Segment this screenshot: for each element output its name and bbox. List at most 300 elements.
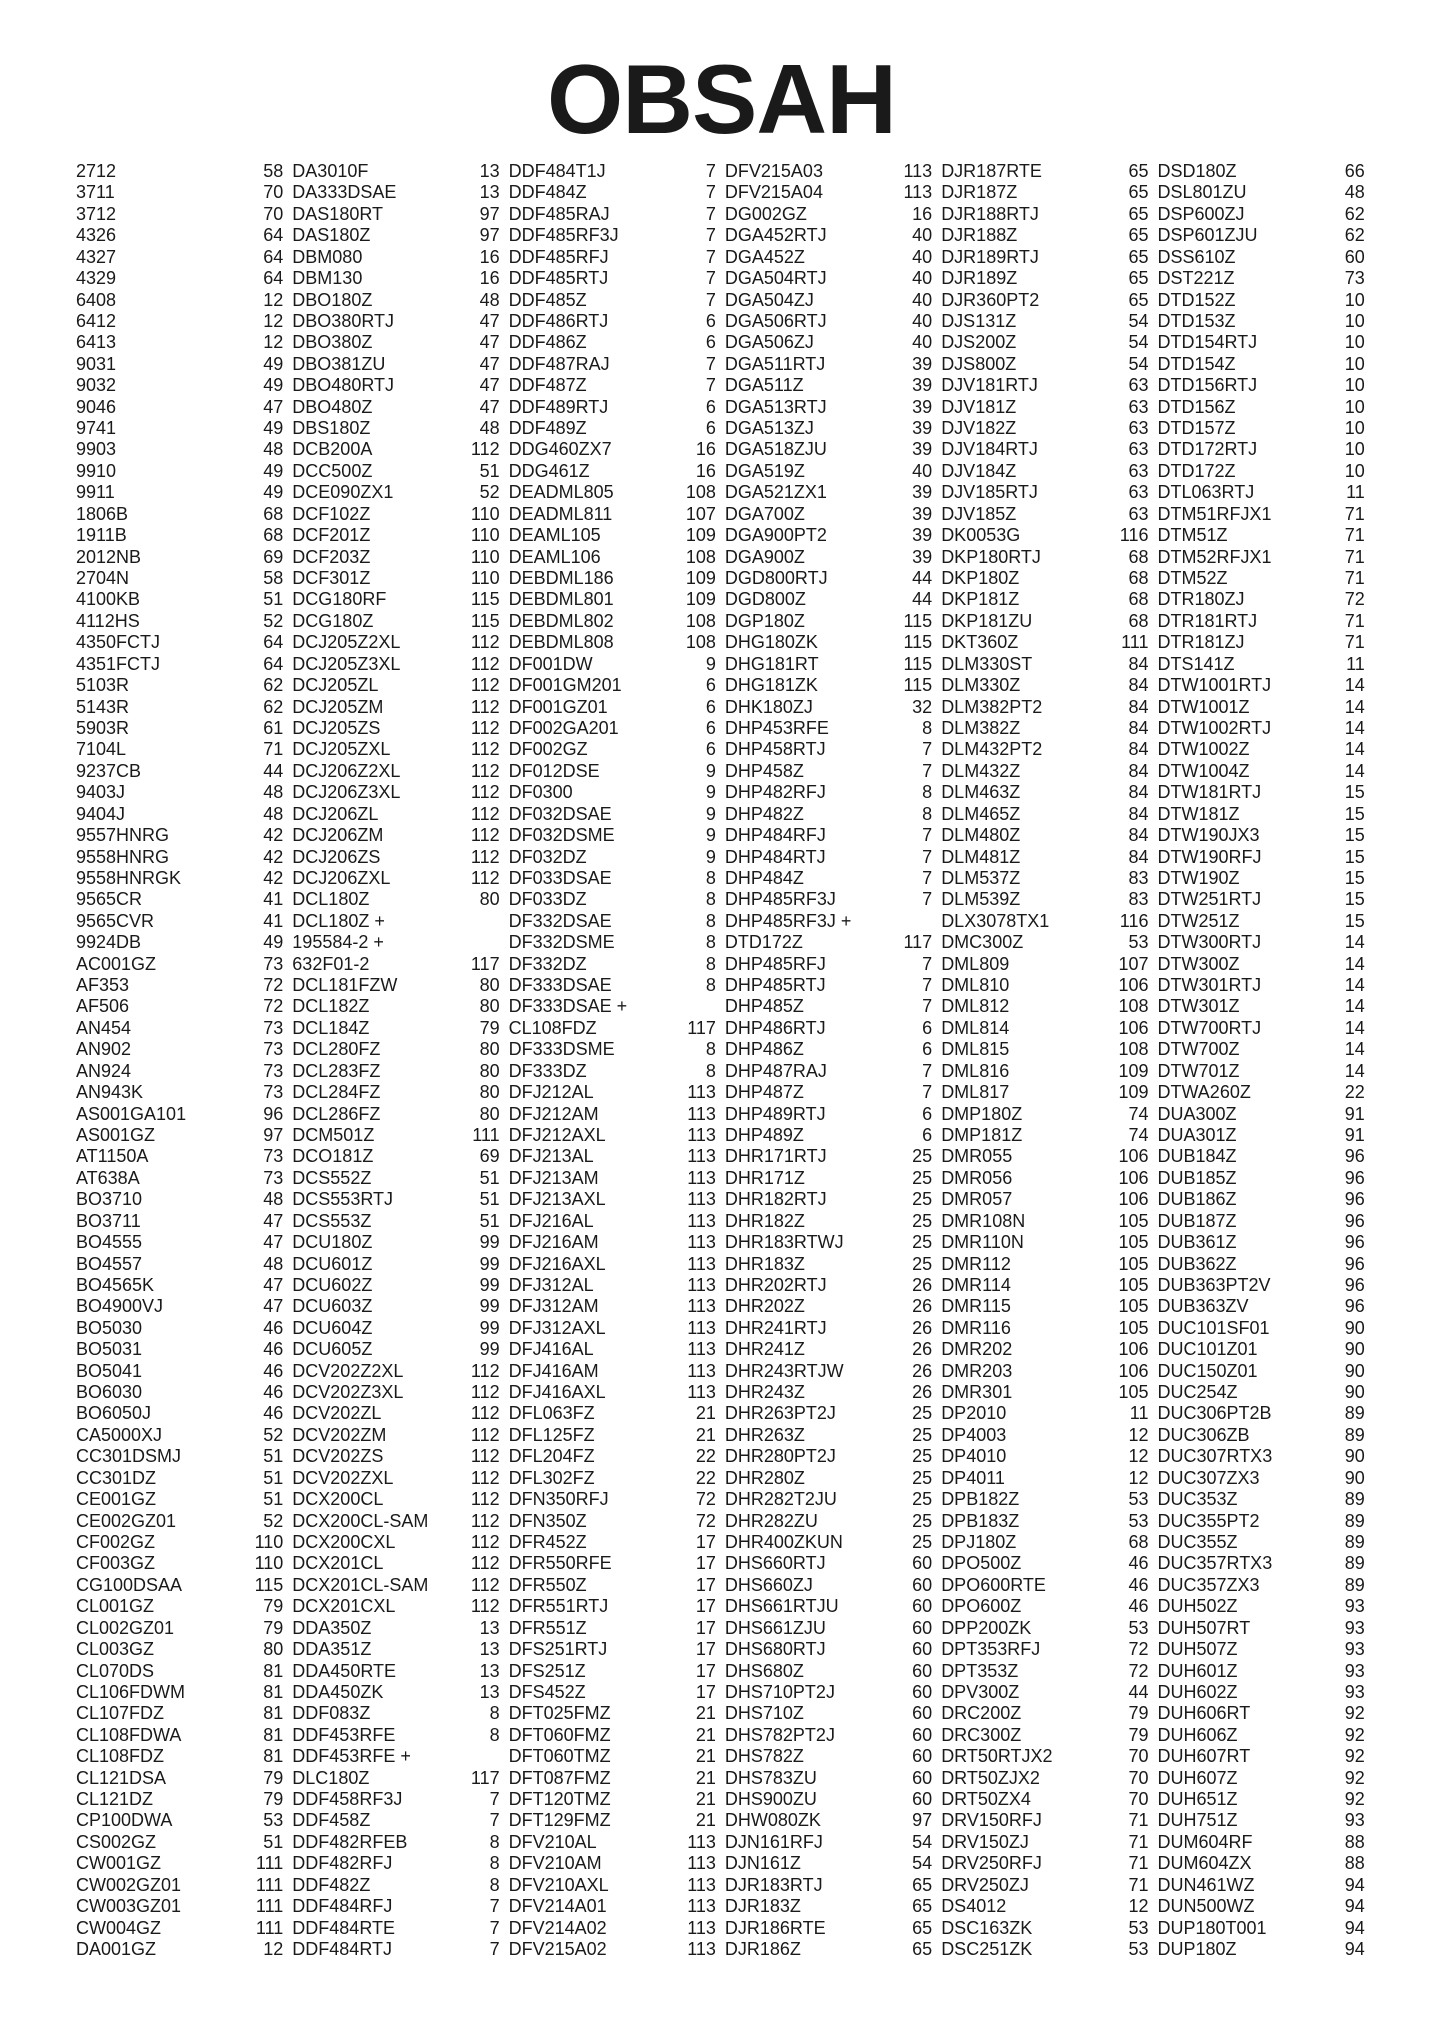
product-code: 9565CR — [76, 889, 143, 910]
product-code: DFR551RTJ — [508, 1596, 609, 1617]
page-number: 9 — [705, 846, 716, 867]
index-entry — [941, 996, 1157, 1017]
product-code: DJR187RTE — [941, 161, 1042, 181]
product-code: DHS661RTJU — [724, 1596, 839, 1617]
page-number: 84 — [1128, 696, 1149, 717]
page-number: 113 — [687, 1167, 716, 1188]
index-entry — [292, 1532, 508, 1553]
index-entry — [941, 1896, 1157, 1917]
index-entry — [1157, 354, 1373, 375]
product-code: DGA700Z — [724, 503, 805, 524]
page-number: 71 — [1128, 1874, 1149, 1895]
product-code: DHS900ZU — [724, 1789, 817, 1810]
product-code: DHP485RF3J — [724, 889, 836, 910]
index-entry — [76, 954, 292, 975]
page-number: 89 — [1344, 1489, 1365, 1510]
index-entry — [941, 1661, 1157, 1682]
page-number: 12 — [263, 332, 284, 353]
page-number: 99 — [479, 1232, 500, 1253]
index-entry — [1157, 482, 1373, 503]
page-number: 7 — [705, 161, 716, 181]
index-entry — [725, 1039, 941, 1060]
page-number: 112 — [470, 1403, 500, 1424]
product-code: DF333DSAE — [508, 975, 612, 996]
product-code: DTW301RTJ — [1157, 975, 1262, 996]
product-code: DPB182Z — [941, 1489, 1020, 1510]
index-entry — [941, 547, 1157, 568]
product-code: DLM330ST — [941, 653, 1033, 674]
index-entry — [76, 1146, 292, 1167]
page-number: 10 — [1344, 460, 1365, 481]
page-number: 73 — [263, 1017, 284, 1038]
page-number: 54 — [1128, 332, 1149, 353]
page-number: 25 — [912, 1467, 933, 1488]
index-entry — [1157, 996, 1373, 1017]
page-number: 6 — [705, 675, 716, 696]
product-code: DHS710Z — [724, 1703, 804, 1724]
page-number: 97 — [479, 203, 500, 224]
page-number: 8 — [922, 717, 933, 738]
index-entry — [1157, 718, 1373, 739]
page-number: 25 — [912, 1403, 933, 1424]
product-code: DTD172Z — [724, 932, 803, 953]
index-entry — [941, 1039, 1157, 1060]
page-number: 40 — [912, 268, 933, 289]
page-number: 71 — [1128, 1853, 1149, 1874]
product-code: DFS251Z — [508, 1660, 586, 1681]
product-code: DHR183Z — [724, 1253, 805, 1274]
index-entry — [509, 1746, 725, 1767]
page-number: 39 — [912, 525, 933, 546]
index-entry — [76, 547, 292, 568]
product-code: CE001GZ — [76, 1489, 157, 1510]
product-code: AS001GZ — [76, 1124, 156, 1145]
index-entry — [1157, 1511, 1373, 1532]
page-number: 10 — [1344, 439, 1365, 460]
page-number: 7 — [922, 975, 933, 996]
index-entry — [509, 975, 725, 996]
index-entry — [292, 568, 508, 589]
index-entry — [941, 504, 1157, 525]
index-entry — [76, 911, 292, 932]
product-code: DHP484RTJ — [724, 846, 826, 867]
product-code: DTW190RFJ — [1157, 846, 1262, 867]
page-number: 81 — [263, 1703, 284, 1724]
index-entry — [76, 1425, 292, 1446]
index-entry — [725, 632, 941, 653]
index-entry — [725, 1853, 941, 1874]
product-code: DHK180ZJ — [724, 696, 813, 717]
product-code: DFJ312AM — [508, 1296, 599, 1317]
page-number: 113 — [687, 1124, 716, 1145]
index-entry — [76, 1189, 292, 1210]
page-number: 108 — [1118, 996, 1149, 1017]
page-number: 14 — [1344, 1017, 1365, 1038]
product-code: DDF487RAJ — [508, 353, 610, 374]
product-code: DPT353Z — [941, 1660, 1019, 1681]
index-entry — [1157, 1832, 1373, 1853]
page-number: 8 — [705, 889, 716, 910]
product-code: DGD800RTJ — [724, 568, 828, 589]
index-entry — [725, 654, 941, 675]
page-number: 113 — [687, 1232, 716, 1253]
page-number: 44 — [912, 568, 933, 589]
product-code: DDA450ZK — [292, 1681, 384, 1702]
page-number: 53 — [1128, 1617, 1149, 1638]
page-number: 89 — [1344, 1553, 1365, 1574]
index-entry — [941, 311, 1157, 332]
index-entry — [509, 1725, 725, 1746]
product-code: DRT50ZX4 — [941, 1789, 1031, 1810]
product-code: DFJ312AL — [508, 1274, 594, 1295]
page-number: 93 — [1344, 1596, 1365, 1617]
index-entry — [76, 1768, 292, 1789]
index-entry — [941, 718, 1157, 739]
product-code: DUB185Z — [1157, 1167, 1237, 1188]
index-entry — [941, 397, 1157, 418]
product-code: DST221Z — [1157, 268, 1235, 289]
product-code: DRV150RFJ — [941, 1810, 1042, 1831]
page-number: 49 — [263, 353, 284, 374]
index-entry — [292, 182, 508, 203]
product-code: AC001GZ — [76, 953, 157, 974]
page-number: 7 — [705, 246, 716, 267]
index-entry — [1157, 889, 1373, 910]
page-number: 64 — [263, 632, 284, 653]
index-entry — [509, 1146, 725, 1167]
page-number: 60 — [912, 1703, 933, 1724]
product-code: DHG181ZK — [724, 675, 818, 696]
product-code: DPO600RTE — [941, 1574, 1046, 1595]
product-code: DUC357ZX3 — [1157, 1574, 1260, 1595]
product-code: CL001GZ — [76, 1596, 155, 1617]
product-code: DFJ216AM — [508, 1232, 599, 1253]
product-code: DTW700Z — [1157, 1039, 1240, 1060]
page-number: 112 — [470, 675, 500, 696]
index-entry — [509, 996, 725, 1017]
page-number: 71 — [1344, 568, 1365, 589]
page-number: 7 — [705, 182, 716, 203]
index-entry — [941, 568, 1157, 589]
product-code: DFJ416AXL — [508, 1382, 606, 1403]
product-code: DGA452RTJ — [724, 225, 827, 246]
product-code: DCO181Z — [292, 1146, 374, 1167]
product-code: 2704N — [76, 568, 130, 589]
page-number: 72 — [263, 975, 284, 996]
product-code: DPO600Z — [941, 1596, 1022, 1617]
product-code: DGA452Z — [724, 246, 805, 267]
index-entry — [1157, 1168, 1373, 1189]
page-number: 65 — [912, 1939, 933, 1960]
index-entry — [292, 1039, 508, 1060]
product-code: BO6030 — [76, 1382, 143, 1403]
index-entry — [941, 1682, 1157, 1703]
page-number: 13 — [479, 1639, 500, 1660]
index-entry — [941, 782, 1157, 803]
page-number: 7 — [705, 375, 716, 396]
page-number: 112 — [470, 439, 500, 460]
product-code: DCF102Z — [292, 503, 371, 524]
index-entry — [1157, 1596, 1373, 1617]
index-entry — [725, 482, 941, 503]
page-number: 8 — [922, 782, 933, 803]
page-number: 105 — [1118, 1382, 1149, 1403]
page-number: 113 — [687, 1210, 716, 1231]
index-entry — [292, 911, 508, 932]
page-number: 17 — [695, 1574, 716, 1595]
index-entry — [941, 825, 1157, 846]
product-code: DFT129FMZ — [508, 1810, 611, 1831]
product-code: DUC307RTX3 — [1157, 1446, 1273, 1467]
page-number: 70 — [263, 182, 284, 203]
index-entry — [941, 1018, 1157, 1039]
index-entry — [509, 1039, 725, 1060]
index-entry — [509, 354, 725, 375]
page-number: 84 — [1128, 846, 1149, 867]
page-number: 47 — [479, 353, 500, 374]
page-number: 110 — [254, 1553, 284, 1574]
product-code: DDF484T1J — [508, 161, 606, 181]
product-code: DPB183Z — [941, 1510, 1020, 1531]
index-entry — [76, 1575, 292, 1596]
product-code: DUM604RF — [1157, 1831, 1253, 1852]
page-number: 60 — [912, 1789, 933, 1810]
page-number: 51 — [479, 1210, 500, 1231]
product-code: DCV202ZS — [292, 1446, 384, 1467]
index-entry — [725, 954, 941, 975]
product-code: DCX201CL-SAM — [292, 1574, 429, 1595]
product-code: BO4565K — [76, 1274, 155, 1295]
product-code: DHR183RTWJ — [724, 1232, 844, 1253]
index-entry — [76, 1382, 292, 1403]
product-code: DHR202RTJ — [724, 1274, 827, 1295]
product-code: DDF485RF3J — [508, 225, 619, 246]
product-code: DGA900PT2 — [724, 525, 827, 546]
product-code: CL003GZ — [76, 1639, 155, 1660]
product-code: DML815 — [941, 1039, 1010, 1060]
product-code: DMR116 — [941, 1317, 1011, 1338]
index-entry — [1157, 782, 1373, 803]
index-entry — [76, 868, 292, 889]
page-number: 53 — [1128, 1510, 1149, 1531]
index-entry — [76, 568, 292, 589]
product-code: DHR182Z — [724, 1210, 805, 1231]
index-entry — [292, 697, 508, 718]
index-entry — [1157, 1425, 1373, 1446]
page-number: 112 — [470, 1574, 500, 1595]
index-entry — [509, 804, 725, 825]
product-code: DCL280FZ — [292, 1039, 381, 1060]
index-entry — [509, 268, 725, 289]
product-code: DLM480Z — [941, 825, 1021, 846]
product-code: DTD156RTJ — [1157, 375, 1258, 396]
product-code: DTW190JX3 — [1157, 825, 1260, 846]
product-code: DCU180Z — [292, 1232, 373, 1253]
product-code: CW002GZ01 — [76, 1874, 182, 1895]
product-code: DF032DSME — [508, 825, 615, 846]
product-code: CC301DZ — [76, 1467, 157, 1488]
page-number: 107 — [685, 503, 716, 524]
index-entry — [941, 1082, 1157, 1103]
page-number: 7 — [705, 203, 716, 224]
page-number: 39 — [912, 375, 933, 396]
index-entry — [725, 1661, 941, 1682]
index-entry — [1157, 932, 1373, 953]
product-code: DCV202ZXL — [292, 1467, 394, 1488]
index-entry — [509, 932, 725, 953]
index-entry — [941, 1725, 1157, 1746]
index-entry — [725, 1082, 941, 1103]
page-number: 39 — [912, 439, 933, 460]
page-number: 93 — [1344, 1617, 1365, 1638]
product-code: AT1150A — [76, 1146, 149, 1167]
product-code: 6412 — [76, 310, 117, 331]
index-entry — [292, 161, 508, 182]
index-entry — [1157, 911, 1373, 932]
product-code: DBO380RTJ — [292, 310, 395, 331]
page-number: 64 — [263, 268, 284, 289]
product-code: DUH502Z — [1157, 1596, 1238, 1617]
product-code: 9924DB — [76, 932, 142, 953]
page-number: 15 — [1344, 889, 1365, 910]
page-number: 22 — [695, 1467, 716, 1488]
product-code: DCJ206ZL — [292, 803, 379, 824]
product-code: DA001GZ — [76, 1939, 157, 1960]
product-code: DP4010 — [941, 1446, 1007, 1467]
product-code: DKP180RTJ — [941, 546, 1041, 567]
index-entry — [292, 675, 508, 696]
product-code: DGA506RTJ — [724, 310, 827, 331]
page-number: 21 — [695, 1724, 716, 1745]
product-code: DUA300Z — [1157, 1103, 1237, 1124]
product-code: DUC306ZB — [1157, 1424, 1250, 1445]
index-entry — [509, 1254, 725, 1275]
page-number: 108 — [685, 632, 716, 653]
index-entry — [725, 1318, 941, 1339]
index-entry — [509, 1875, 725, 1896]
page-number: 112 — [470, 760, 500, 781]
page-number: 47 — [263, 1296, 284, 1317]
index-entry — [292, 804, 508, 825]
index-entry — [725, 1018, 941, 1039]
page-number: 25 — [912, 1146, 933, 1167]
page-number: 71 — [1344, 525, 1365, 546]
product-code: DUC306PT2B — [1157, 1403, 1272, 1424]
index-entry — [725, 204, 941, 225]
page-number: 10 — [1344, 375, 1365, 396]
page-number: 81 — [263, 1681, 284, 1702]
index-entry — [941, 225, 1157, 246]
page-number: 25 — [912, 1489, 933, 1510]
page-number: 110 — [254, 1532, 284, 1552]
product-code: DTD172RTJ — [1157, 439, 1258, 460]
product-code: DLM330Z — [941, 675, 1021, 696]
index-entry — [509, 1896, 725, 1917]
index-entry — [292, 268, 508, 289]
index-entry — [292, 418, 508, 439]
product-code: DCJ206ZM — [292, 825, 384, 846]
index-entry — [1157, 332, 1373, 353]
page-number: 12 — [1128, 1424, 1149, 1445]
product-code: DTM52RFJX1 — [1157, 546, 1272, 567]
page-number: 7 — [489, 1789, 500, 1810]
index-entry — [941, 1339, 1157, 1360]
page-number: 15 — [1344, 867, 1365, 888]
product-code: DLM463Z — [941, 782, 1021, 803]
page-number: 72 — [1128, 1660, 1149, 1681]
page-number: 111 — [1121, 632, 1149, 653]
product-code: DEAML106 — [508, 546, 601, 567]
page-number: 112 — [470, 803, 500, 824]
product-code: DBO381ZU — [292, 353, 386, 374]
page-number: 60 — [912, 1724, 933, 1745]
product-code: DA3010F — [292, 161, 369, 181]
product-code: 9565CVR — [76, 910, 155, 931]
page-number: 14 — [1344, 953, 1365, 974]
index-entry — [292, 1511, 508, 1532]
page-number: 41 — [263, 889, 284, 910]
index-entry — [1157, 847, 1373, 868]
product-code: DHP482Z — [724, 803, 804, 824]
product-code: DCX200CL — [292, 1489, 384, 1510]
page-number: 65 — [1128, 182, 1149, 203]
page-number: 116 — [1119, 525, 1149, 546]
page-number: 73 — [1344, 268, 1365, 289]
product-code: DUM604ZX — [1157, 1853, 1252, 1874]
index-entry — [292, 1682, 508, 1703]
index-entry — [76, 332, 292, 353]
page-number: 96 — [1344, 1253, 1365, 1274]
index-entry — [941, 1468, 1157, 1489]
page-number: 79 — [479, 1017, 500, 1038]
page-number: 93 — [1344, 1660, 1365, 1681]
page-number: 80 — [479, 1060, 500, 1081]
page-number: 81 — [263, 1724, 284, 1745]
page-number: 26 — [912, 1317, 933, 1338]
product-code: DF012DSE — [508, 760, 600, 781]
page-number: 89 — [1344, 1424, 1365, 1445]
product-code: DLM481Z — [941, 846, 1021, 867]
product-code: DLM465Z — [941, 803, 1021, 824]
page-number: 112 — [470, 1553, 500, 1574]
product-code: 4326 — [76, 225, 117, 246]
product-code: DTW1004Z — [1157, 760, 1250, 781]
page-number: 8 — [489, 1874, 500, 1895]
page-number: 54 — [912, 1831, 933, 1852]
index-entry — [941, 911, 1157, 932]
product-code: DFJ212AL — [508, 1082, 594, 1103]
index-entry — [509, 418, 725, 439]
index-entry — [292, 632, 508, 653]
page-number: 7 — [922, 825, 933, 846]
index-entry — [1157, 1575, 1373, 1596]
index-entry — [941, 697, 1157, 718]
page-number: 6 — [922, 1017, 933, 1038]
index-entry — [292, 1211, 508, 1232]
index-entry — [1157, 1211, 1373, 1232]
index-entry — [292, 1146, 508, 1167]
page-number: 110 — [470, 568, 500, 589]
product-code: DHP486Z — [724, 1039, 804, 1060]
index-entry — [292, 311, 508, 332]
index-entry — [725, 439, 941, 460]
index-entry — [292, 204, 508, 225]
product-code: DTW301Z — [1157, 996, 1240, 1017]
product-code: DJV182Z — [941, 418, 1017, 439]
product-code: BO3711 — [76, 1210, 141, 1231]
product-code: DFS452Z — [508, 1681, 586, 1702]
product-code: DCB200A — [292, 439, 373, 460]
